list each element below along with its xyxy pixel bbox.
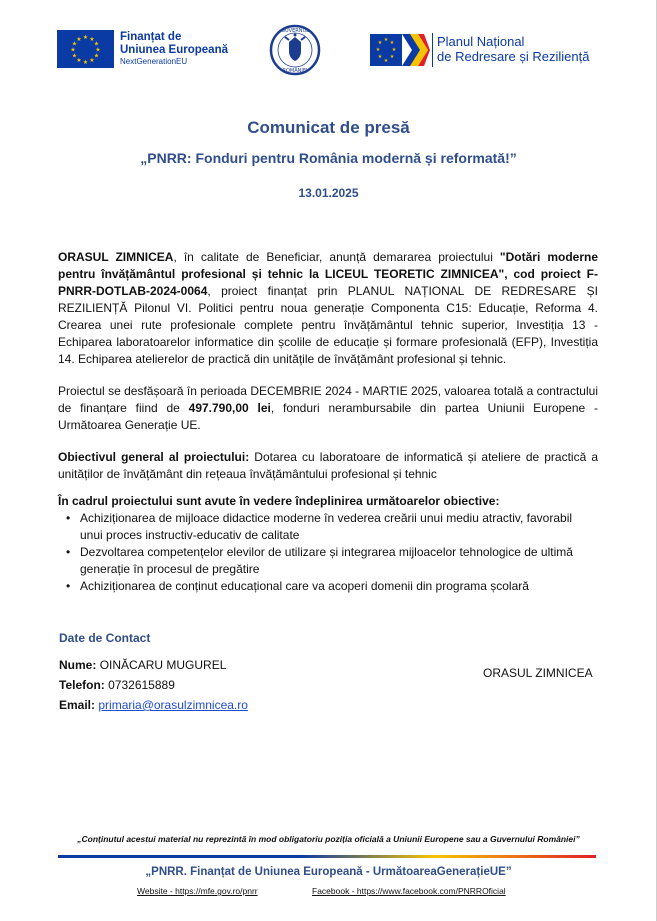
contact-email-label: Email: bbox=[59, 698, 96, 712]
contact-phone-label: Telefon: bbox=[59, 678, 105, 692]
government-seal-icon bbox=[268, 24, 322, 76]
svg-text:★: ★ bbox=[389, 54, 395, 60]
period-paragraph bbox=[58, 383, 598, 434]
website-link[interactable]: Website - https://mfe.gov.ro/pnrr bbox=[137, 886, 258, 896]
contact-name-label: Nume: bbox=[59, 658, 97, 672]
pnrr-logo-separator bbox=[432, 33, 433, 67]
eu-logo-line2: Uniunea Europeană bbox=[120, 43, 228, 56]
period-text-2: , fonduri nerambursabile din partea Uniunii Europene - Următoarea Generație UE. bbox=[58, 401, 599, 432]
eu-flag-icon bbox=[57, 30, 114, 68]
intro-paragraph bbox=[58, 249, 598, 368]
gov-seal-text-top: GUVERNUL bbox=[281, 28, 309, 34]
svg-text:★: ★ bbox=[71, 40, 78, 48]
svg-text:★: ★ bbox=[93, 52, 100, 60]
pnrr-logo bbox=[370, 32, 589, 68]
svg-text:★: ★ bbox=[76, 57, 82, 64]
general-objective-paragraph bbox=[58, 449, 598, 483]
project-title: "Dotări moderne pentru învățământul profesional și tehnic la LICEUL TEORETIC ZIMNICEA", cod proiect F-PNRR-DOTLAB-2024-0064 bbox=[58, 250, 598, 298]
pnrr-flag-icon bbox=[370, 32, 430, 68]
general-objective-label: Obiectivul general al proiectului: bbox=[58, 450, 250, 464]
svg-text:★: ★ bbox=[89, 36, 95, 43]
svg-text:★: ★ bbox=[93, 40, 100, 48]
contact-block bbox=[59, 655, 248, 715]
objective-item: • Achiziționarea de conținut educațional care va acoperi domenii din programa școlară bbox=[58, 578, 598, 595]
objectives-list bbox=[58, 510, 598, 595]
svg-text:★: ★ bbox=[70, 46, 76, 54]
objective-item: • Achiziționarea de mijloace didactice moderne în vederea creării unui mediu atractiv, favorabil unui proces instructiv-educativ de calitate bbox=[58, 510, 598, 544]
press-release-date: 13.01.2025 bbox=[298, 186, 359, 200]
eu-funding-logo bbox=[57, 30, 228, 68]
intro-text-1: , în calitate de Beneficiar, anunță demararea proiectului bbox=[173, 250, 500, 264]
contact-heading: Date de Contact bbox=[59, 631, 151, 645]
signature-entity: ORASUL ZIMNICEA bbox=[483, 666, 593, 680]
contract-value: 497.790,00 lei bbox=[188, 401, 271, 415]
svg-text:★: ★ bbox=[383, 37, 389, 43]
general-objective-text: Dotarea cu laboratoare de informatică și ateliere de practică a unităților de învățământ din rețeaua învățământului profesional și tehnic bbox=[58, 450, 599, 481]
eu-logo-line1: Finanțat de bbox=[120, 30, 182, 43]
eu-logo-line3: NextGenerationEU bbox=[120, 57, 188, 67]
svg-text:★: ★ bbox=[375, 47, 381, 53]
footer-website[interactable] bbox=[137, 886, 258, 896]
svg-text:★: ★ bbox=[82, 34, 89, 41]
intro-text-2: , proiect finanțat prin PLANUL NAȚIONAL DE REDRESARE ȘI REZILIENȚĂ Pilonul VI. Politici pentru noua generație Componenta C15: Educație, Reforma 4. Crearea unei rute profesionale complete pentru învățământul tehnic superior, Investiția 13 - Echiparea laboratoarelor informatice din școlile de educație și formare profesională (EFP), Investiția 14. Echiparea atelierelor de practică din unitățile de învățământ profesional și tehnic. bbox=[58, 284, 598, 366]
svg-text:★: ★ bbox=[76, 36, 82, 43]
svg-text:★: ★ bbox=[82, 59, 89, 66]
svg-text:★: ★ bbox=[391, 47, 397, 53]
footer-disclaimer: „Conținutul acestui material nu reprezintă în mod obligatoriu poziția oficială a Uniunii Europene sau a Guvernului României” bbox=[77, 834, 580, 844]
press-release-body bbox=[58, 249, 598, 595]
svg-text:★: ★ bbox=[95, 46, 101, 54]
footer-slogan: „PNRR. Finanțat de Uniunea Europeană - UrmătoareaGenerațieUE” bbox=[145, 866, 512, 878]
period-text-1: Proiectul se desfășoară în perioada DECEMBRIE 2024 - MARTIE 2025, valoarea totală a contractului de finanțare fiind de bbox=[58, 384, 598, 415]
footer-facebook-link[interactable]: Facebook - https://www.facebook.com/PNRROficial bbox=[312, 886, 506, 896]
objectives-heading: În cadrul proiectului sunt avute în vedere îndeplinirea următoarelor obiective: bbox=[58, 494, 500, 508]
contact-email-link[interactable]: primaria@orasulzimnicea.ro bbox=[98, 698, 248, 712]
svg-text:★: ★ bbox=[71, 52, 78, 60]
page-title: Comunicat de presă bbox=[247, 118, 410, 137]
footer-color-stripe bbox=[58, 855, 596, 858]
pnrr-logo-line2: de Redresare și Reziliență bbox=[437, 49, 590, 64]
contact-name: OINĂCARU MUGUREL bbox=[99, 658, 227, 672]
objective-item: • Dezvoltarea competențelor elevilor de utilizare și integrarea mijloacelor tehnologice de ultimă generație în procesul de pregătire bbox=[58, 544, 598, 578]
svg-text:★: ★ bbox=[377, 40, 383, 46]
beneficiary-name: ORASUL ZIMNICEA bbox=[58, 250, 174, 264]
svg-text:★: ★ bbox=[89, 57, 95, 64]
gov-seal-text-bottom: ROMÂNIEI bbox=[282, 68, 308, 74]
page-subtitle: „PNRR: Fonduri pentru România modernă și reformată!” bbox=[140, 150, 517, 166]
svg-text:★: ★ bbox=[383, 58, 389, 64]
pnrr-logo-line1: Planul Național bbox=[437, 34, 525, 50]
contact-phone: 0732615889 bbox=[108, 678, 175, 692]
svg-text:★: ★ bbox=[389, 40, 395, 46]
svg-text:★: ★ bbox=[377, 54, 383, 60]
